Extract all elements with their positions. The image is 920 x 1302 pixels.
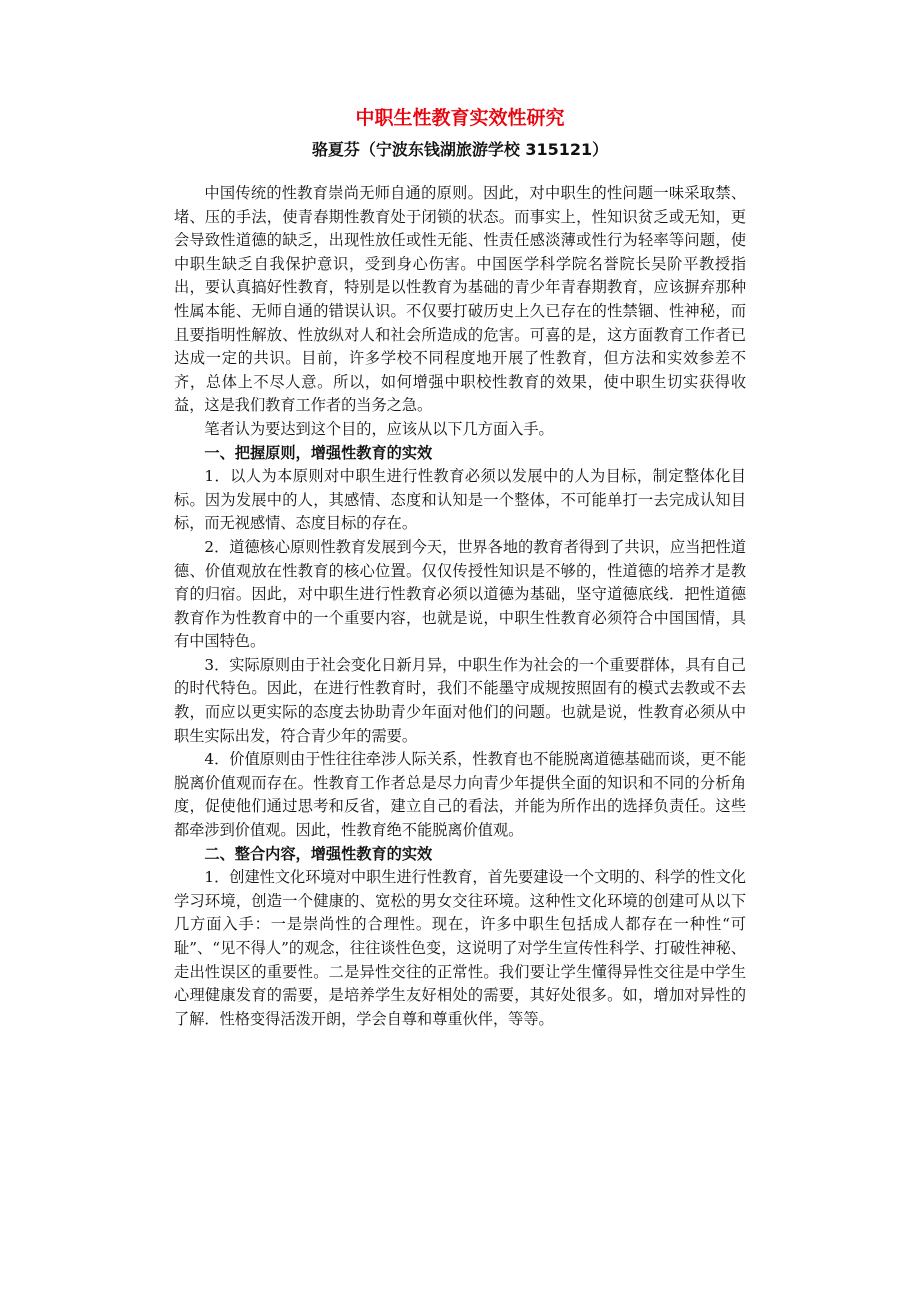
paragraph-principle-3: 3．实际原则由于社会变化日新月异，中职生作为社会的一个重要群体，具有自己的时代特色。因此，在进行性教育时，我们不能墨守成规按照固有的模式去教或不去教，而应以更实际的态度去协助青少年面对他们的问题。也就是说，性教育必须从中职生实际出发，符合青少年的需要。 xyxy=(174,655,746,745)
paragraph-principle-1: 1．以人为本原则对中职生进行性教育必须以发展中的人为目标，制定整体化目标。因为发展中的人，其感情、态度和认知是一个整体，不可能单打一去完成认知目标，而无视感情、态度目标的存在。 xyxy=(174,467,746,533)
document-page xyxy=(174,104,746,1031)
paragraph-principle-2: 2．道德核心原则性教育发展到今天，世界各地的教育者得到了共识，应当把性道德、价值观放在性教育的核心位置。仅仅传授性知识是不够的，性道德的培养才是教育的归宿。因此，对中职生进行性教育必须以道德为基础，坚守道德底线．把性道德教育作为性教育中的一个重要内容，也就是说，中职生性教育必须符合中国国情，具有中国特色。 xyxy=(174,537,746,651)
paragraph-approach: 笔者认为要达到这个目的，应该从以下几方面入手。 xyxy=(204,419,554,438)
author-line: 骆夏芬（宁波东钱湖旅游学校 315121） xyxy=(311,140,609,159)
paragraph-intro: 中国传统的性教育崇尚无师自通的原则。因此，对中职生的性问题一味采取禁、堵、压的手法，使青春期性教育处于闭锁的状态。而事实上，性知识贫乏或无知，更会导致性道德的缺乏，出现性放任或性无能、性责任感淡薄或性行为轻率等问题，使中职生缺乏自我保护意识，受到身心伤害。中国医学科学院名誉院长吴阶平教授指出，要认真搞好性教育，特别是以性教育为基础的青少年青春期教育，应该摒弃那种性属本能、无师自通的错误认识。不仅要打破历史上久已存在的性禁锢、性神秘，而且要指明性解放、性放纵对人和社会所造成的危害。可喜的是，这方面教育工作者已达成一定的共识。目前，许多学校不同程度地开展了性教育，但方法和实效参差不齐，总体上不尽人意。所以，如何增强中职校性教育的效果，使中职生切实获得收益，这是我们教育工作者的当务之急。 xyxy=(174,184,746,415)
document-title: 中职生性教育实效性研究 xyxy=(355,107,565,129)
paragraph-content-1: 1．创建性文化环境对中职生进行性教育，首先要建设一个文明的、科学的性文化学习环境，创造一个健康的、宽松的男女交往环境。这种性文化环境的创建可从以下几方面入手：一是崇尚性的合理性。现在，许多中职生包括成人都存在一种性“可耻”、“见不得人”的观念，往往谈性色变，这说明了对学生宣传性科学、打破性神秘、走出性误区的重要性。二是异性交往的正常性。我们要让学生懂得异性交往是中学生心理健康发育的需要，是培养学生友好相处的需要，其好处很多。如，增加对异性的了解．性格变得活泼开朗，学会自尊和尊重伙伴，等等。 xyxy=(174,868,746,1028)
section-heading-1: 一、把握原则，增强性教育的实效 xyxy=(204,443,433,462)
paragraph-principle-4: 4．价值原则由于性往往牵涉人际关系，性教育也不能脱离道德基础而谈，更不能脱离价值观而存在。性教育工作者总是尽力向青少年提供全面的知识和不同的分析角度，促使他们通过思考和反省，建立自己的看法，并能为所作出的选择负责任。这些都牵涉到价值观。因此，性教育绝不能脱离价值观。 xyxy=(174,750,746,840)
section-heading-2: 二、整合内容，增强性教育的实效 xyxy=(204,844,433,863)
